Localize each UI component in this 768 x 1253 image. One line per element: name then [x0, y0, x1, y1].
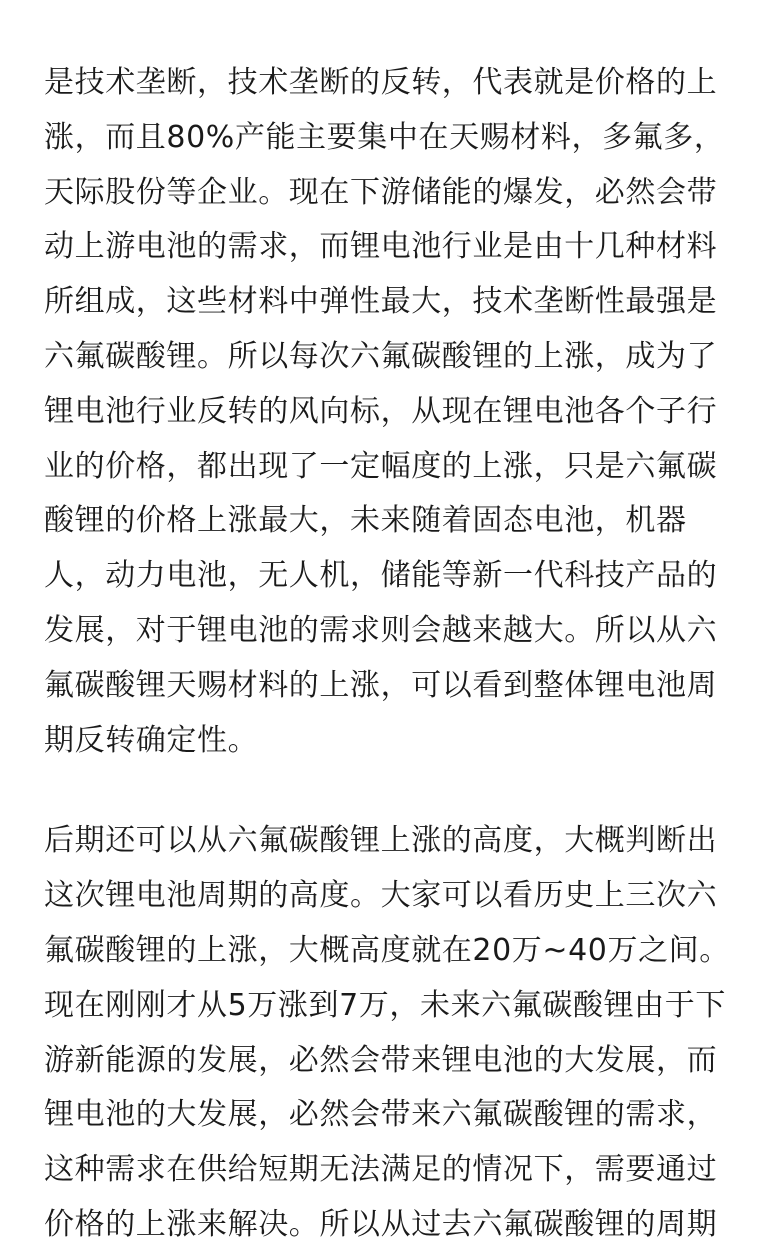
text-line: 锂电池的大发展，必然会带来六氟碳酸锂的需求， [44, 1097, 718, 1133]
text-line: 发展，对于锂电池的需求则会越来越大。所以从六 [44, 612, 718, 648]
text-line: 这种需求在供给短期无法满足的情况下，需要通过 [44, 1152, 718, 1188]
text-line: 业的价格，都出现了一定幅度的上涨，只是六氟碳 [44, 448, 718, 484]
text-line: 涨，而且80%产能主要集中在天赐材料，多氟多， [44, 119, 725, 155]
text-line: 锂电池行业反转的风向标，从现在锂电池各个子行 [44, 393, 718, 429]
text-line: 游新能源的发展，必然会带来锂电池的大发展，而 [44, 1042, 718, 1078]
text-line: 后期还可以从六氟碳酸锂上涨的高度，大概判断出 [44, 823, 718, 859]
text-line: 氟碳酸锂的上涨，大概高度就在20万~40万之间。 [44, 932, 730, 968]
text-line: 现在刚刚才从5万涨到7万，未来六氟碳酸锂由于下 [44, 987, 726, 1023]
text-line: 天际股份等企业。现在下游储能的爆发，必然会带 [44, 174, 718, 210]
text-line: 是技术垄断，技术垄断的反转，代表就是价格的上 [44, 65, 718, 100]
paragraph-2 [44, 814, 734, 1252]
article-body [44, 56, 734, 1253]
paragraph-1 [44, 56, 734, 768]
text-line: 这次锂电池周期的高度。大家可以看历史上三次六 [44, 878, 718, 914]
text-line: 六氟碳酸锂。所以每次六氟碳酸锂的上涨，成为了 [44, 338, 718, 374]
text-line: 动上游电池的需求，而锂电池行业是由十几种材料 [44, 229, 718, 265]
text-line: 氟碳酸锂天赐材料的上涨，可以看到整体锂电池周 [44, 667, 718, 703]
text-line: 酸锂的价格上涨最大，未来随着固态电池，机器 [44, 503, 687, 539]
text-line: 期反转确定性。 [44, 722, 259, 758]
text-line: 人，动力电池，无人机，储能等新一代科技产品的 [44, 558, 718, 594]
text-line: 所组成，这些材料中弹性最大，技术垄断性最强是 [44, 284, 718, 320]
text-line: 价格的上涨来解决。所以从过去六氟碳酸锂的周期 [44, 1206, 718, 1242]
